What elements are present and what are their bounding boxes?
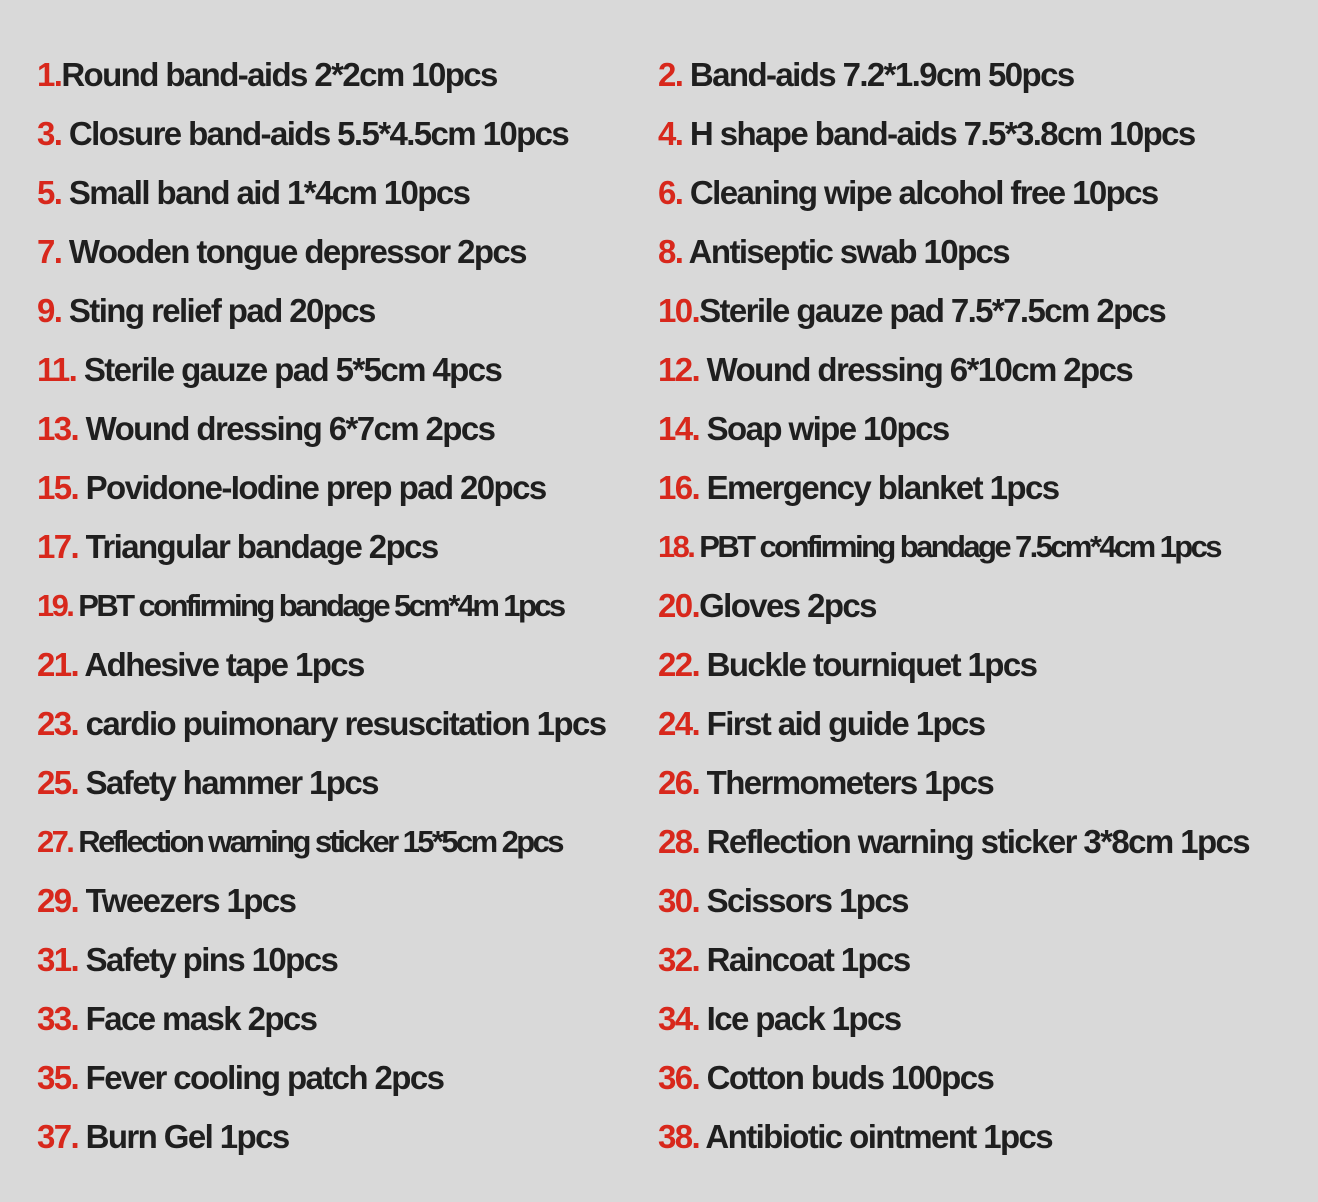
list-item-27 xyxy=(37,812,658,871)
list-item-2 xyxy=(658,45,1307,104)
item-text: Povidone-Iodine prep pad 20pcs xyxy=(78,469,546,506)
item-number: 13. xyxy=(37,410,79,447)
item-number: 18. xyxy=(658,529,694,564)
item-text: Gloves 2pcs xyxy=(699,587,876,624)
item-number: 2. xyxy=(658,56,683,93)
item-number: 10. xyxy=(658,292,700,329)
item-text: Antiseptic swab 10pcs xyxy=(682,233,1010,270)
list-item-4 xyxy=(658,104,1307,163)
list-item-23 xyxy=(37,694,658,753)
list-item-21 xyxy=(37,635,658,694)
item-number: 19. xyxy=(37,588,73,623)
item-text: Triangular bandage 2pcs xyxy=(78,528,438,565)
list-item-3 xyxy=(37,104,658,163)
item-number: 33. xyxy=(37,1000,79,1037)
list-item-15 xyxy=(37,458,658,517)
list-item-34 xyxy=(658,989,1307,1048)
list-item-31 xyxy=(37,930,658,989)
list-item-37 xyxy=(37,1107,658,1166)
item-text: Raincoat 1pcs xyxy=(699,941,910,978)
item-text: Sting relief pad 20pcs xyxy=(61,292,375,329)
item-number: 9. xyxy=(37,292,62,329)
item-text: Thermometers 1pcs xyxy=(699,764,994,801)
list-item-26 xyxy=(658,753,1307,812)
item-number: 36. xyxy=(658,1059,700,1096)
list-item-36 xyxy=(658,1048,1307,1107)
list-item-38 xyxy=(658,1107,1307,1166)
item-text: Safety pins 10pcs xyxy=(78,941,338,978)
item-number: 38. xyxy=(658,1118,700,1155)
item-text: Small band aid 1*4cm 10pcs xyxy=(61,174,470,211)
list-item-14 xyxy=(658,399,1307,458)
list-item-11 xyxy=(37,340,658,399)
item-text: Cotton buds 100pcs xyxy=(699,1059,994,1096)
list-item-1 xyxy=(37,45,658,104)
list-item-12 xyxy=(658,340,1307,399)
item-number: 8. xyxy=(658,233,683,270)
list-item-24 xyxy=(658,694,1307,753)
item-text: Ice pack 1pcs xyxy=(699,1000,901,1037)
item-text: H shape band-aids 7.5*3.8cm 10pcs xyxy=(682,115,1195,152)
list-item-29 xyxy=(37,871,658,930)
item-number: 24. xyxy=(658,705,700,742)
item-number: 26. xyxy=(658,764,700,801)
list-item-28 xyxy=(658,812,1307,871)
item-number: 3. xyxy=(37,115,62,152)
item-number: 6. xyxy=(658,174,683,211)
item-number: 16. xyxy=(658,469,700,506)
item-text: Round band-aids 2*2cm 10pcs xyxy=(61,56,497,93)
list-item-18 xyxy=(658,517,1307,576)
list-item-20 xyxy=(658,576,1307,635)
list-item-6 xyxy=(658,163,1307,222)
item-text: PBT confirming bandage 7.5cm*4cm 1pcs xyxy=(693,529,1220,564)
item-number: 35. xyxy=(37,1059,79,1096)
item-number: 32. xyxy=(658,941,700,978)
item-number: 17. xyxy=(37,528,79,565)
list-item-35 xyxy=(37,1048,658,1107)
list-item-8 xyxy=(658,222,1307,281)
item-number: 15. xyxy=(37,469,79,506)
list-item-16 xyxy=(658,458,1307,517)
item-text: Adhesive tape 1pcs xyxy=(78,646,364,683)
item-number: 27. xyxy=(37,824,73,859)
item-number: 28. xyxy=(658,823,700,860)
item-text: Buckle tourniquet 1pcs xyxy=(699,646,1037,683)
list-item-33 xyxy=(37,989,658,1048)
item-number: 5. xyxy=(37,174,62,211)
list-item-9 xyxy=(37,281,658,340)
item-text: Sterile gauze pad 5*5cm 4pcs xyxy=(76,351,502,388)
item-text: Reflection warning sticker 15*5cm 2pcs xyxy=(72,824,562,859)
list-item-17 xyxy=(37,517,658,576)
item-number: 1. xyxy=(37,56,62,93)
first-aid-kit-contents-list xyxy=(37,45,1307,1166)
list-item-13 xyxy=(37,399,658,458)
item-text: First aid guide 1pcs xyxy=(699,705,985,742)
item-number: 34. xyxy=(658,1000,700,1037)
item-number: 23. xyxy=(37,705,79,742)
item-text: Band-aids 7.2*1.9cm 50pcs xyxy=(682,56,1074,93)
item-number: 7. xyxy=(37,233,62,270)
item-text: Cleaning wipe alcohol free 10pcs xyxy=(682,174,1158,211)
item-number: 30. xyxy=(658,882,700,919)
item-text: Antibiotic ointment 1pcs xyxy=(699,1118,1053,1155)
item-text: Wound dressing 6*10cm 2pcs xyxy=(699,351,1133,388)
list-item-10 xyxy=(658,281,1307,340)
item-text: Safety hammer 1pcs xyxy=(78,764,378,801)
item-text: Reflection warning sticker 3*8cm 1pcs xyxy=(699,823,1250,860)
item-text: PBT confirming bandage 5cm*4m 1pcs xyxy=(72,588,564,623)
item-number: 4. xyxy=(658,115,683,152)
list-item-30 xyxy=(658,871,1307,930)
list-item-22 xyxy=(658,635,1307,694)
item-text: Sterile gauze pad 7.5*7.5cm 2pcs xyxy=(699,292,1166,329)
item-text: cardio puimonary resuscitation 1pcs xyxy=(78,705,606,742)
item-text: Soap wipe 10pcs xyxy=(699,410,949,447)
item-text: Scissors 1pcs xyxy=(699,882,908,919)
item-number: 14. xyxy=(658,410,700,447)
list-item-7 xyxy=(37,222,658,281)
item-text: Emergency blanket 1pcs xyxy=(699,469,1059,506)
item-text: Wooden tongue depressor 2pcs xyxy=(61,233,526,270)
item-text: Face mask 2pcs xyxy=(78,1000,317,1037)
item-number: 22. xyxy=(658,646,700,683)
item-text: Fever cooling patch 2pcs xyxy=(78,1059,444,1096)
list-item-32 xyxy=(658,930,1307,989)
item-text: Closure band-aids 5.5*4.5cm 10pcs xyxy=(61,115,569,152)
item-number: 21. xyxy=(37,646,79,683)
item-number: 12. xyxy=(658,351,700,388)
item-text: Burn Gel 1pcs xyxy=(78,1118,289,1155)
item-number: 11. xyxy=(37,351,77,388)
item-number: 31. xyxy=(37,941,79,978)
item-number: 29. xyxy=(37,882,79,919)
list-item-25 xyxy=(37,753,658,812)
item-number: 37. xyxy=(37,1118,79,1155)
item-number: 25. xyxy=(37,764,79,801)
item-text: Wound dressing 6*7cm 2pcs xyxy=(78,410,495,447)
item-number: 20. xyxy=(658,587,700,624)
list-item-5 xyxy=(37,163,658,222)
item-text: Tweezers 1pcs xyxy=(78,882,296,919)
list-item-19 xyxy=(37,576,658,635)
